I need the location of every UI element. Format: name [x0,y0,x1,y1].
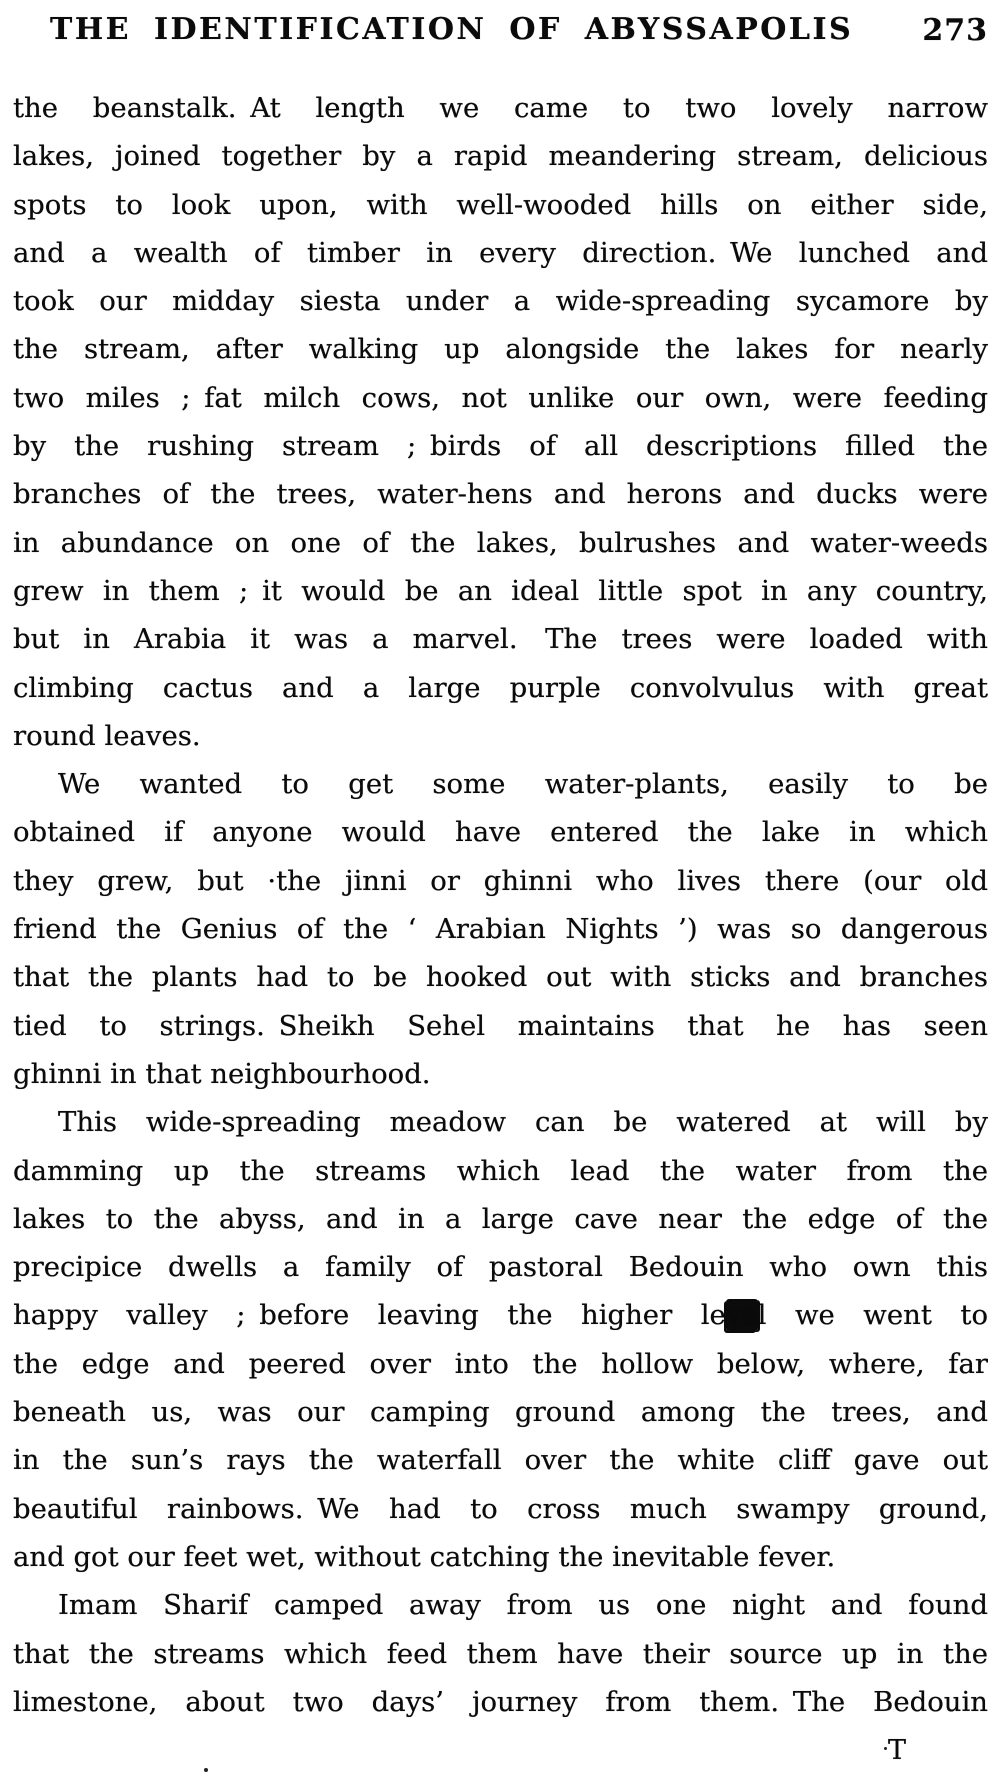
text-line: limestone, about two days’ journey from them. The Bedouin [13,1685,988,1718]
text-line: ghinni in that neighbourhood. [13,1057,431,1090]
text-line: and a wealth of timber in every direction. We lunched and [13,236,988,269]
text-line: obtained if anyone would have entered the lake in which [13,816,988,849]
text-line: that the plants had to be hooked out with sticks and branches [13,961,988,994]
text-line: We wanted to get some water-plants, easily to be [58,768,988,801]
text-line: the stream, after walking up alongside the lakes for nearly [13,333,988,366]
text-line: took our midday siesta under a wide-spreading sycamore by [13,285,988,318]
text-line: precipice dwells a family of pastoral Bedouin who own this [13,1251,988,1284]
text-line: the edge and peered over into the hollow below, where, far [13,1347,988,1380]
text-line: tied to strings. Sheikh Sehel maintains that he has seen [13,1009,988,1042]
page-title: THE IDENTIFICATION OF ABYSSAPOLIS [50,12,854,47]
body-text [13,84,988,1726]
text-line: in abundance on one of the lakes, bulrushes and water-weeds [13,526,988,559]
page-number: 273 [922,13,988,48]
text-line: climbing cactus and a large purple convolvulus with great [13,671,988,704]
ink-smudge: ve [725,1299,758,1332]
ink-speck [884,1747,887,1750]
paragraph-3 [13,1098,988,1581]
printers-signature-mark: T [888,1735,907,1766]
ink-speck [204,1768,208,1772]
paragraph-2 [13,760,988,1098]
text-line: branches of the trees, water-hens and herons and ducks were [13,478,988,511]
text-line: by the rushing stream ; birds of all descriptions filled the [13,430,988,463]
smudge-line-post: l we went to [757,1299,988,1332]
smudge-line-pre: happy valley ; before leaving the higher le [13,1299,726,1332]
text-line: that the streams which feed them have their source up in the [13,1637,988,1670]
text-line: round leaves. [13,719,201,752]
text-line: damming up the streams which lead the water from the [13,1154,988,1187]
text-line: they grew, but ·the jinni or ghinni who lives there (our old [13,864,988,897]
text-line: spots to look upon, with well-wooded hills on either side, [13,188,988,221]
text-line: beautiful rainbows. We had to cross much swampy ground, [13,1492,988,1525]
text-line: friend the Genius of the ‘ Arabian Nights ’) was so dangerous [13,913,988,946]
paragraph-1 [13,84,988,760]
text-line: This wide-spreading meadow can be watered at will by [58,1106,988,1139]
text-line: lakes to the abyss, and in a large cave near the edge of the [13,1202,988,1235]
running-head [0,12,1000,58]
text-line: in the sun’s rays the waterfall over the white cliff gave out [13,1444,988,1477]
text-line: beneath us, was our camping ground among the trees, and [13,1396,988,1429]
text-line: grew in them ; it would be an ideal little spot in any country, [13,574,988,607]
text-line: and got our feet wet, without catching the inevitable fever. [13,1540,836,1573]
text-line: lakes, joined together by a rapid meandering stream, delicious [13,140,988,173]
text-line: but in Arabia it was a marvel. The trees were loaded with [13,623,988,656]
text-line: the beanstalk. At length we came to two lovely narrow [13,92,988,124]
text-line: Imam Sharif camped away from us one night and found [58,1589,988,1622]
text-line: two miles ; fat milch cows, not unlike our own, were feeding [13,381,988,414]
paragraph-4 [13,1581,988,1726]
text-line-with-smudge [13,1291,988,1339]
